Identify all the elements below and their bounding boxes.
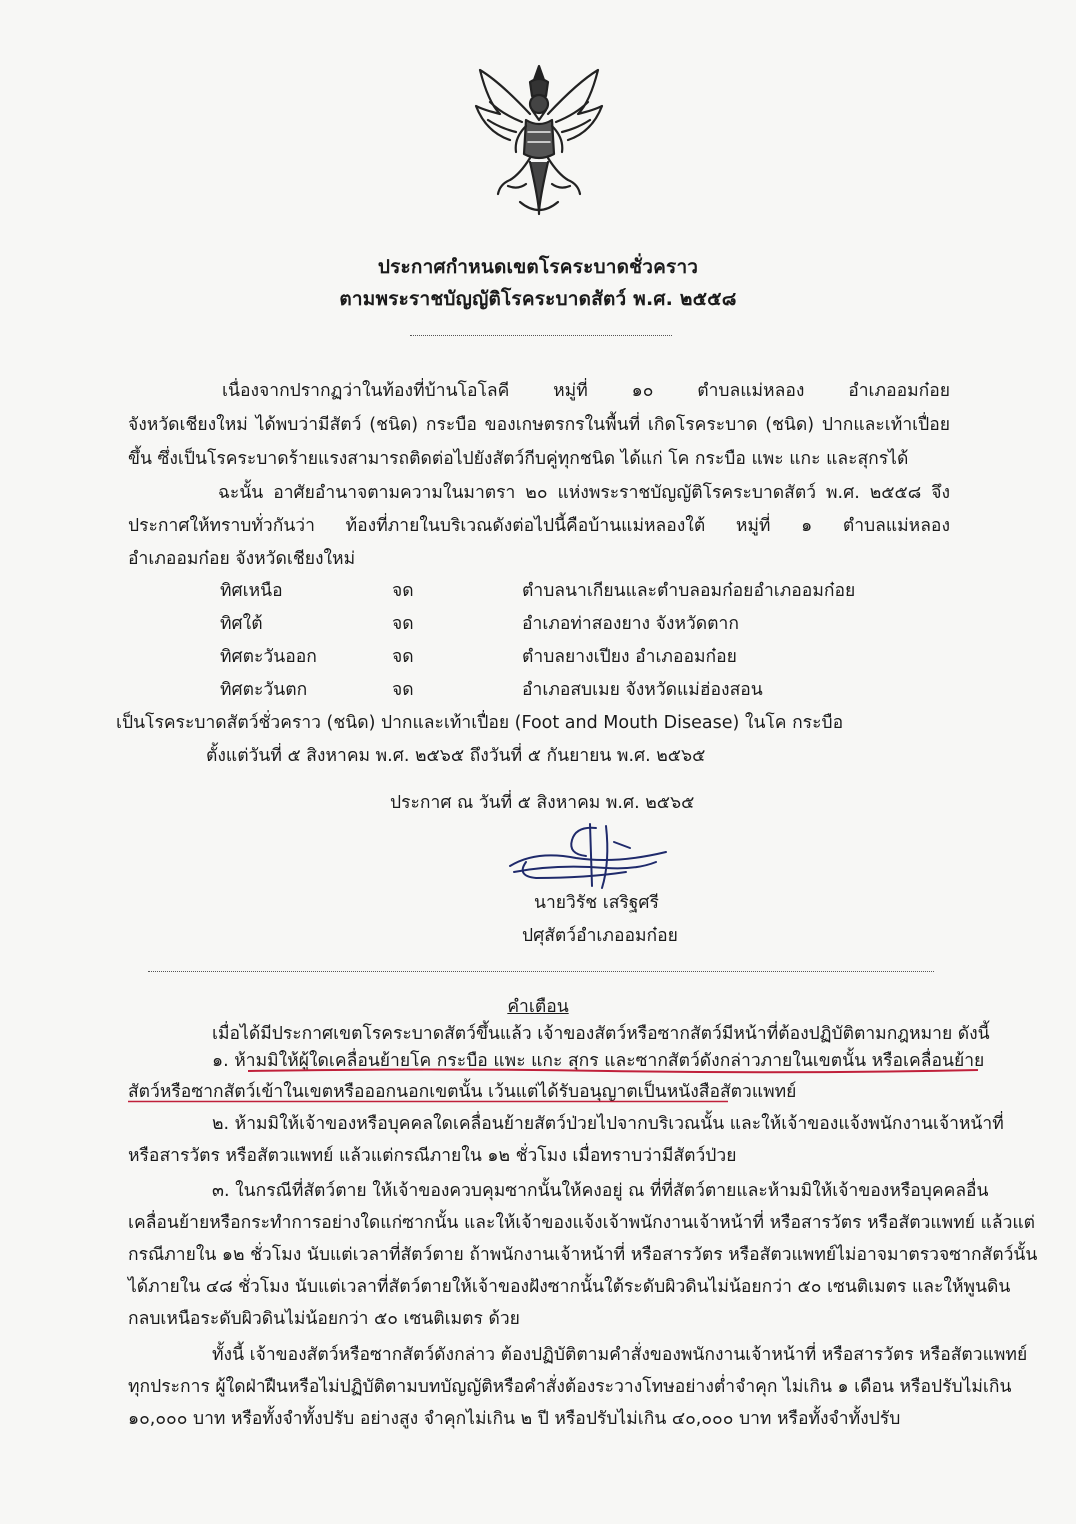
- direction-jot-east: จด: [392, 647, 414, 667]
- direction-jot-west: จด: [392, 680, 414, 700]
- body-p1-line-3: ขึ้น ซึ่งเป็นโรคระบาดร้ายแรงสามารถติดต่อไปยังสัตว์กีบคู่ทุกชนิด ได้แก่ โค กระบือ แพะ แกะ และสุกรได้: [128, 449, 909, 469]
- direction-jot-north: จด: [392, 581, 414, 601]
- direction-value-north: ตำบลนาเกียนและตำบลอมก๋อยอำเภออมก๋อย: [522, 581, 856, 601]
- warning-item2-line-1: ๒. ห้ามมิให้เจ้าของหรือบุคคลใดเคลื่อนย้ายสัตว์ป่วยไปจากบริเวณนั้น และให้เจ้าของแจ้งพนักงานเจ้าหน้าที่: [212, 1114, 1004, 1134]
- direction-label-north: ทิศเหนือ: [220, 581, 283, 601]
- warning-item3-line-1: ๓. ในกรณีที่สัตว์ตาย ให้เจ้าของควบคุมซากนั้นให้คงอยู่ ณ ที่ที่สัตว์ตายและห้ามมิให้เจ้าของหรือบุคคลอื่น: [212, 1181, 989, 1201]
- direction-jot-south: จด: [392, 614, 414, 634]
- direction-value-south: อำเภอท่าสองยาง จังหวัดตาก: [522, 614, 739, 634]
- warning-item3-line-3: กรณีภายใน ๑๒ ชั่วโมง นับแต่เวลาที่สัตว์ตาย ถ้าพนักงานเจ้าหน้าที่ หรือสารวัตร หรือสัตวแพทย์ไม่อาจมาตรวจซากสัตว์นั้น: [128, 1245, 1038, 1265]
- warning-closing-line-2: ทุกประการ ผู้ใดฝ่าฝืนหรือไม่ปฏิบัติตามบทบัญญัติหรือคำสั่งต้องระวางโทษอย่างต่ำจำคุก ไม่เกิน ๑ เดือน หรือปรับไม่เกิน: [128, 1377, 1012, 1397]
- body-p1-line-2: จังหวัดเชียงใหม่ ได้พบว่ามีสัตว์ (ชนิด) กระบือ ของเกษตรกรในพื้นที่ เกิดโรคระบาด (ชนิด) ปากและเท้าเปื่อย: [128, 415, 950, 435]
- warning-title: คำเตือน: [507, 997, 569, 1017]
- body-p2-line-1: ฉะนั้น อาศัยอำนาจตามความในมาตรา ๒๐ แห่งพระราชบัญญัติโรคระบาดสัตว์ พ.ศ. ๒๕๕๘ จึง: [218, 483, 950, 503]
- title-line-2: ตามพระราชบัญญัติโรคระบาดสัตว์ พ.ศ. ๒๕๕๘: [339, 288, 737, 310]
- direction-label-east: ทิศตะวันออก: [220, 647, 317, 667]
- signature-icon: [506, 822, 676, 892]
- warning-closing-line-1: ทั้งนี้ เจ้าของสัตว์หรือซากสัตว์ดังกล่าว ต้องปฏิบัติตามคำสั่งของพนักงานเจ้าหน้าที่ หรือสารวัตร หรือสัตวแพทย์: [212, 1345, 1028, 1365]
- warning-item3-line-2: เคลื่อนย้ายหรือกระทำการอย่างใดแก่ซากนั้น และให้เจ้าของแจ้งเจ้าพนักงานเจ้าหน้าที่ หรือสารวัตร หรือสัตวแพทย์ แล้วแต่: [128, 1213, 1036, 1233]
- direction-value-east: ตำบลยางเปียง อำเภออมก๋อย: [522, 647, 737, 667]
- direction-value-west: อำเภอสบเมย จังหวัดแม่ฮ่องสอน: [522, 680, 763, 700]
- body-p2-line-2: ประกาศให้ทราบทั่วกันว่า ท้องที่ภายในบริเวณดังต่อไปนี้คือบ้านแม่หลองใต้ หมู่ที่ ๑ ตำบลแม่หลอง: [128, 516, 950, 536]
- title-divider: [410, 335, 672, 336]
- warning-item1-line-1: ๑. ห้ามมิให้ผู้ใดเคลื่อนย้ายโค กระบือ แพะ แกะ สุกร และซากสัตว์ดังกล่าวภายในเขตนั้น หรือเคลื่อนย้าย: [212, 1051, 985, 1071]
- period-line: ตั้งแต่วันที่ ๕ สิงหาคม พ.ศ. ๒๕๖๕ ถึงวันที่ ๕ กันยายน พ.ศ. ๒๕๖๕: [206, 746, 706, 766]
- direction-label-south: ทิศใต้: [220, 614, 263, 634]
- warning-item2-line-2: หรือสารวัตร หรือสัตวแพทย์ แล้วแต่กรณีภายใน ๑๒ ชั่วโมง เมื่อทราบว่ามีสัตว์ป่วย: [128, 1146, 737, 1166]
- body-p1-line-1: เนื่องจากปรากฏว่าในท้องที่บ้านโอโลคี หมู่ที่ ๑๐ ตำบลแม่หลอง อำเภออมก๋อย: [222, 381, 950, 401]
- warning-item3-line-4: ได้ภายใน ๔๘ ชั่วโมง นับแต่เวลาที่สัตว์ตายให้เจ้าของฝังซากนั้นใต้ระดับผิวดินไม่น้อยกว่า ๕๐ เซนติเมตร และให้พูนดิน: [128, 1277, 1011, 1297]
- signer-position: ปศุสัตว์อำเภออมก๋อย: [522, 926, 678, 946]
- body-p2-line-3: อำเภออมก๋อย จังหวัดเชียงใหม่: [128, 549, 356, 569]
- direction-label-west: ทิศตะวันตก: [220, 680, 308, 700]
- red-underline-mark: [128, 1100, 728, 1103]
- warning-closing-line-3: ๑๐,๐๐๐ บาท หรือทั้งจำทั้งปรับ อย่างสูง จำคุกไม่เกิน ๒ ปี หรือปรับไม่เกิน ๔๐,๐๐๐ บาท หรือทั้งจำทั้งปรับ: [128, 1409, 901, 1429]
- disease-line: เป็นโรคระบาดสัตว์ชั่วคราว (ชนิด) ปากและเท้าเปื่อย (Foot and Mouth Disease) ในโค กระบือ: [116, 713, 844, 733]
- warning-item1-line-2: สัตว์หรือซากสัตว์เข้าในเขตหรือออกนอกเขตนั้น เว้นแต่ได้รับอนุญาตเป็นหนังสือสัตวแพทย์: [128, 1082, 797, 1102]
- section-divider: [148, 971, 934, 972]
- title-line-1: ประกาศกำหนดเขตโรคระบาดชั่วคราว: [377, 256, 699, 278]
- warning-item3-line-5: กลบเหนือระดับผิวดินไม่น้อยกว่า ๕๐ เซนติเมตร ด้วย: [128, 1309, 520, 1329]
- red-strike-mark: [248, 1067, 978, 1075]
- warning-intro: เมื่อได้มีประกาศเขตโรคระบาดสัตว์ขึ้นแล้ว เจ้าของสัตว์หรือซากสัตว์มีหน้าที่ต้องปฏิบัติตามกฎหมาย ดังนี้: [212, 1024, 990, 1044]
- garuda-emblem-icon: [470, 62, 608, 222]
- signer-name: นายวิรัช เสริฐศรี: [534, 893, 659, 913]
- announce-date: ประกาศ ณ วันที่ ๕ สิงหาคม พ.ศ. ๒๕๖๕: [390, 793, 695, 813]
